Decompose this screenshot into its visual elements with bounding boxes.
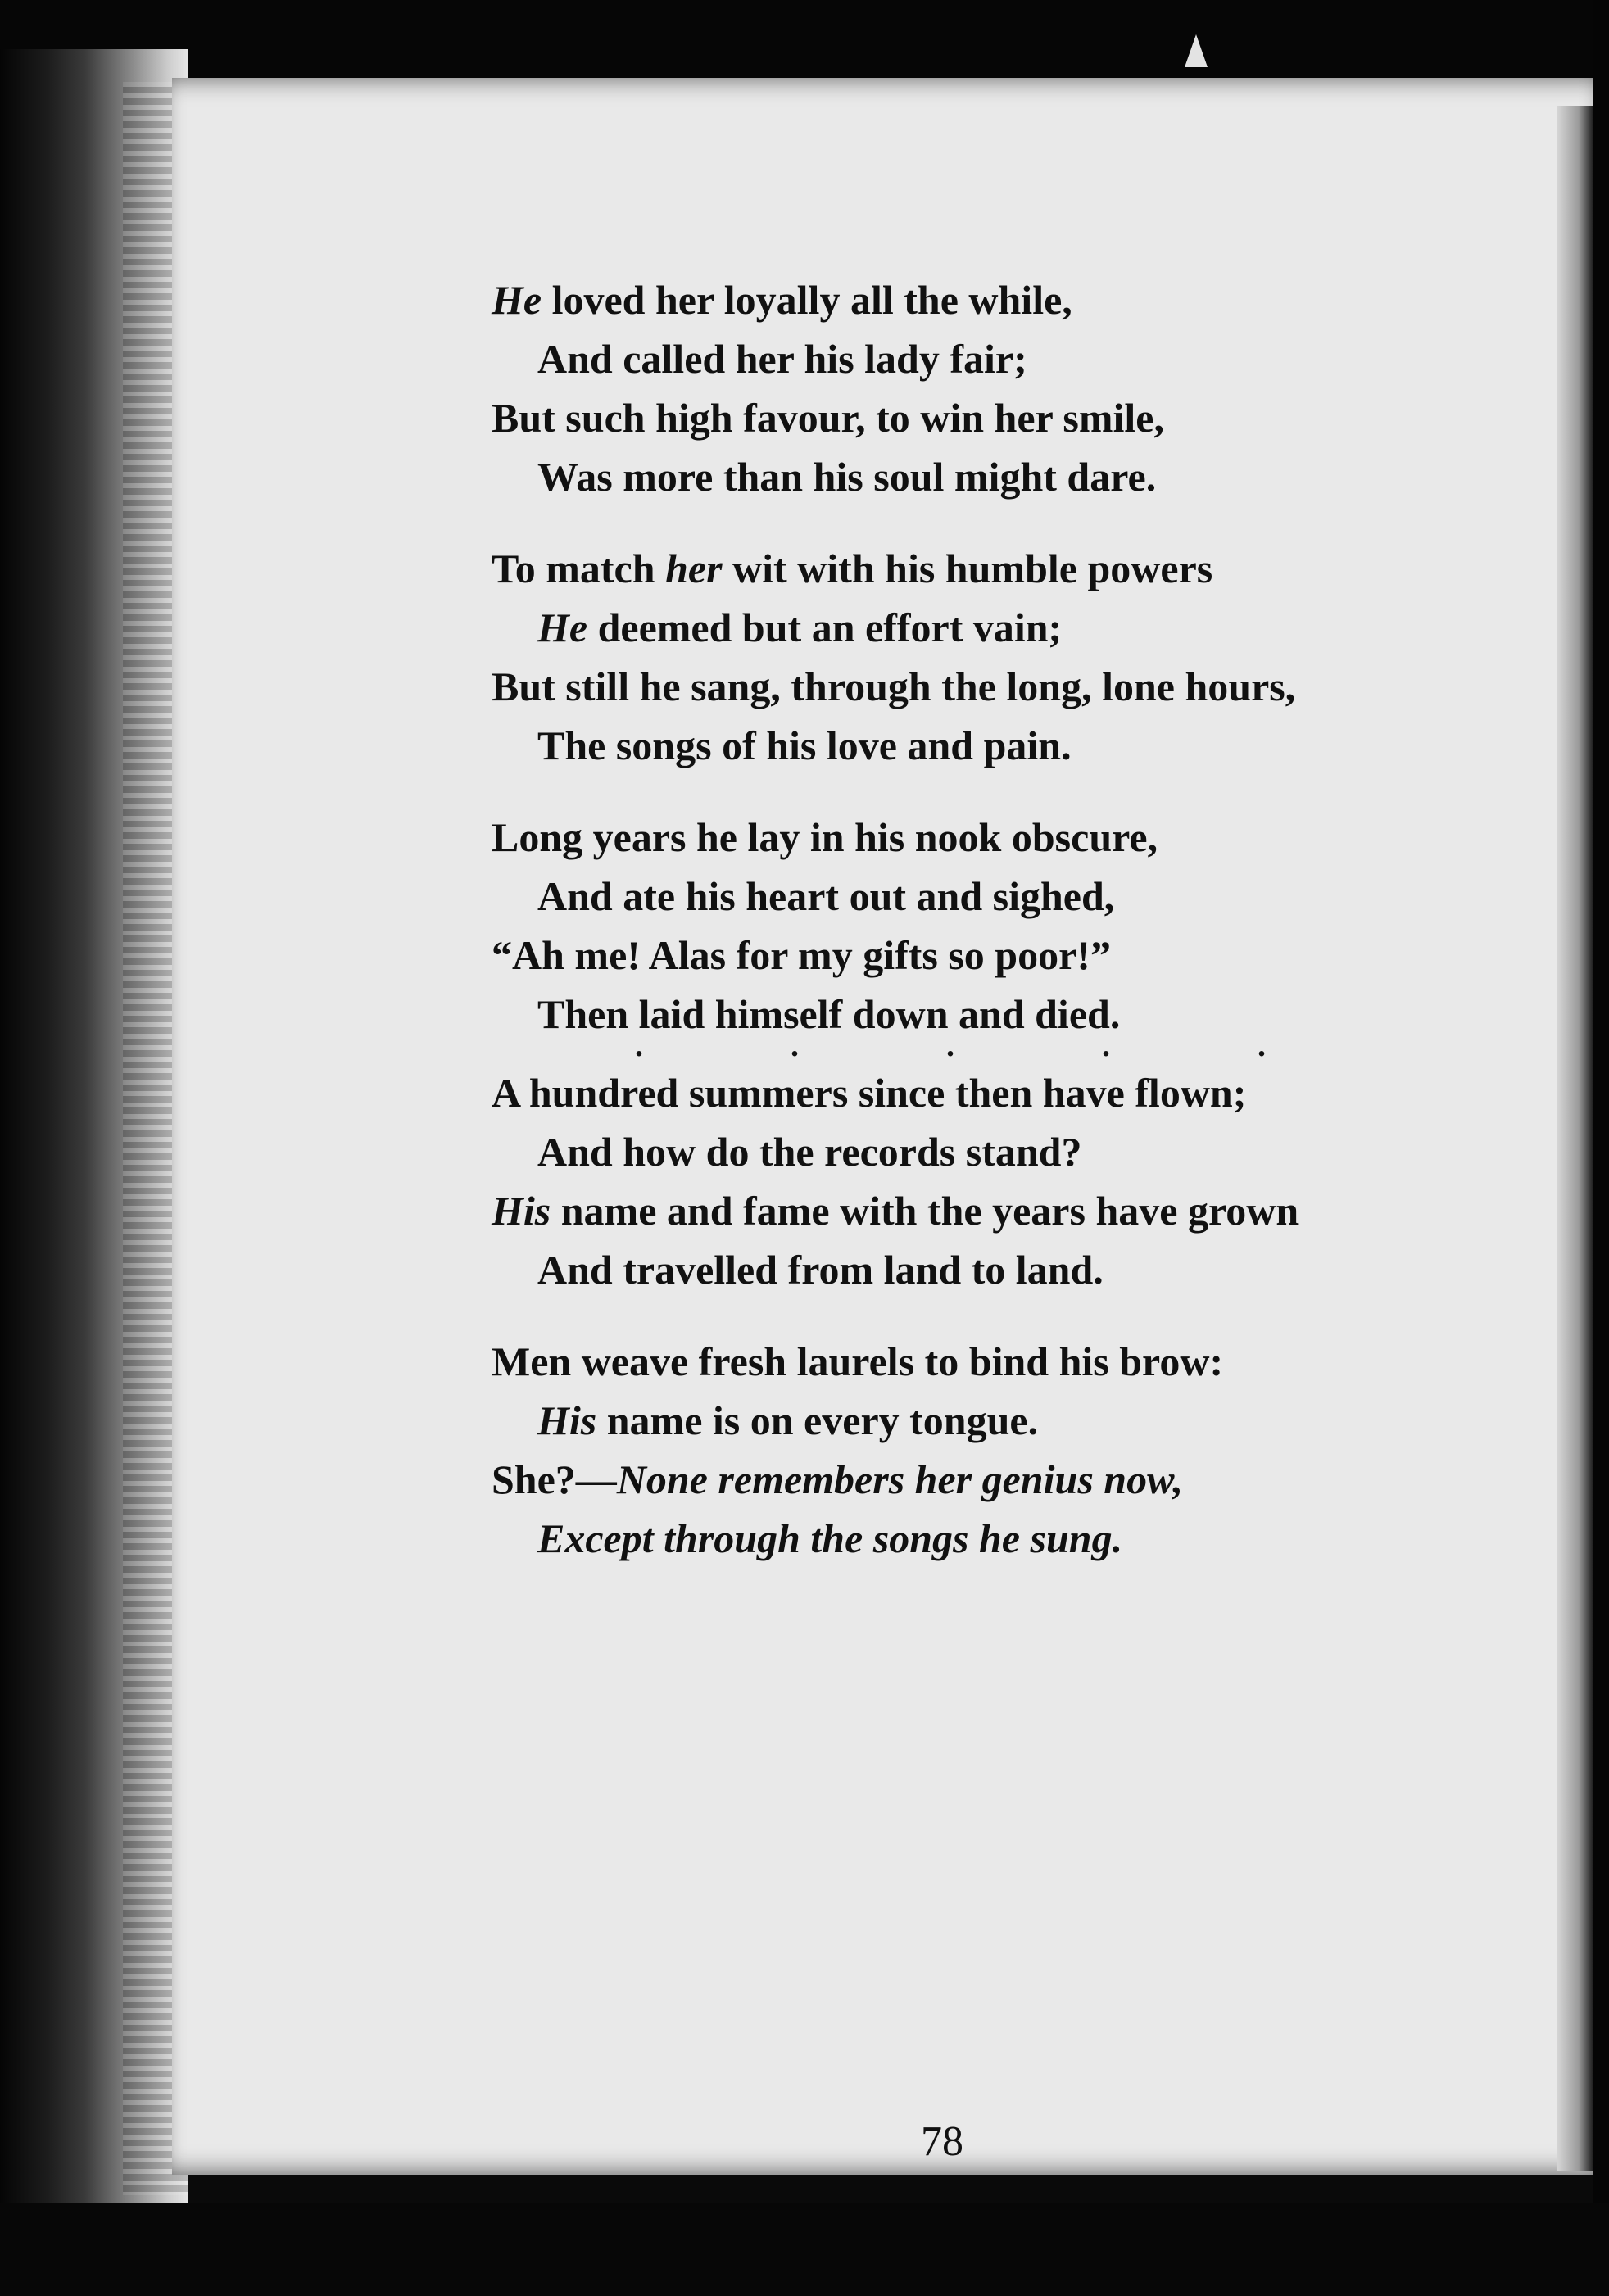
page-fold-shadow: [1557, 106, 1593, 2171]
page-tab-mark: [1185, 34, 1208, 67]
poem-line: And travelled from land to land.: [537, 1247, 1104, 1293]
poem-line: The songs of his love and pain.: [537, 722, 1072, 768]
scan-bottom-border: [0, 2203, 1609, 2296]
poem-line: But still he sang, through the long, lone hours,: [492, 663, 1296, 709]
ellipsis-dot: .: [1258, 1026, 1266, 1063]
page-number: 78: [921, 2118, 963, 2165]
stanza-2: [492, 539, 1507, 775]
stanza-5: [492, 1332, 1507, 1568]
poem-line: And ate his heart out and sighed,: [537, 873, 1115, 919]
stanza-1: [492, 270, 1507, 506]
ellipsis-dot: .: [635, 1026, 643, 1063]
poem-line: Except through the songs he sung.: [537, 1515, 1123, 1561]
poem-line: And how do the records stand?: [537, 1129, 1082, 1175]
poem-line: He loved her loyally all the while,: [492, 277, 1072, 323]
poem-line: To match her wit with his humble powers: [492, 546, 1213, 591]
ellipsis-dot: .: [1102, 1026, 1110, 1063]
ellipsis-dot: .: [791, 1026, 799, 1063]
ellipsis-dot: .: [946, 1026, 954, 1063]
poem-line: Long years he lay in his nook obscure,: [492, 814, 1158, 860]
scan-right-border: [1593, 0, 1609, 2296]
stanza-4: [492, 1063, 1507, 1299]
poem-line: She?—None remembers her genius now,: [492, 1456, 1184, 1502]
poem: [492, 270, 1507, 1601]
poem-line: Men weave fresh laurels to bind his brow:: [492, 1338, 1224, 1384]
poem-line: “Ah me! Alas for my gifts so poor!”: [492, 932, 1111, 978]
poem-line: His name and fame with the years have grown: [492, 1188, 1299, 1234]
poem-line: Was more than his soul might dare.: [537, 454, 1157, 500]
poem-line: He deemed but an effort vain;: [537, 605, 1063, 650]
poem-line: His name is on every tongue.: [537, 1397, 1039, 1443]
poem-line: A hundred summers since then have flown;: [492, 1070, 1247, 1116]
stanza-3: [492, 808, 1507, 1044]
poem-line: But such high favour, to win her smile,: [492, 395, 1164, 441]
poem-line: Then laid himself down and died.: [537, 991, 1121, 1037]
poem-line: And called her his lady fair;: [537, 336, 1027, 382]
